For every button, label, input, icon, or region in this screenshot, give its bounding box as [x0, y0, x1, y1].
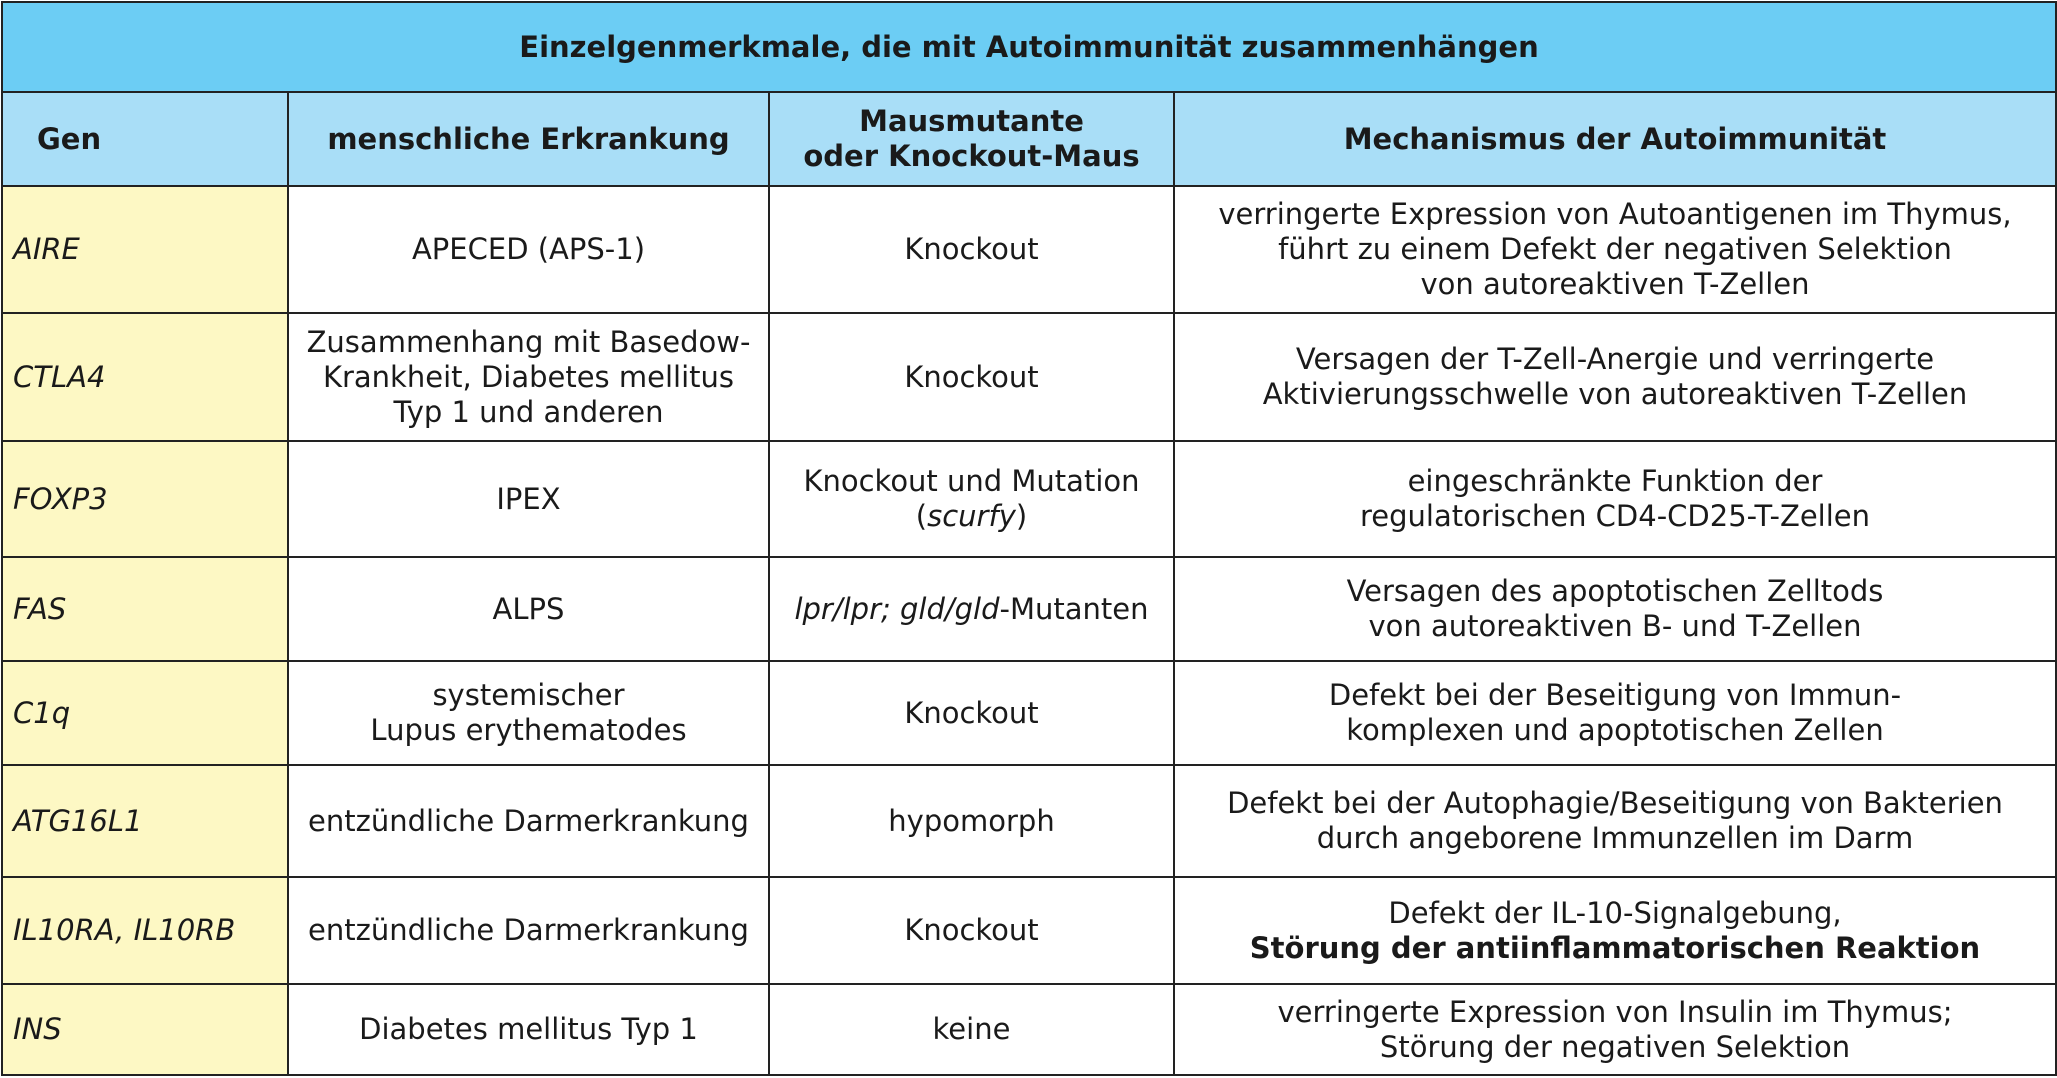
gene-cell: AIRE	[2, 186, 288, 313]
mouse-italic: lpr/lpr; gld/gld	[794, 591, 1000, 626]
table-header-row	[2, 92, 2056, 186]
disease-cell	[288, 313, 769, 441]
mouse-cell: Knockout	[769, 313, 1174, 441]
table-row	[2, 984, 2056, 1075]
table-row	[2, 313, 2056, 441]
mechanism-cell	[1174, 557, 2056, 661]
gene-cell: FAS	[2, 557, 288, 661]
disease-line: ALPS	[492, 591, 565, 626]
mouse-line	[780, 499, 1163, 534]
table-row	[2, 877, 2056, 984]
gene-cell: INS	[2, 984, 288, 1075]
disease-cell	[288, 765, 769, 877]
table-title: Einzelgenmerkmale, die mit Autoimmunität zusammenhängen	[2, 2, 2056, 92]
mechanism-line: Defekt bei der Autophagie/Beseitigung von Bakterien	[1227, 786, 2003, 820]
mechanism-line: Versagen der T-Zell-Anergie und verringerte	[1295, 342, 1935, 376]
disease-line: Typ 1 und anderen	[393, 394, 664, 429]
mechanism-line: durch angeborene Immunzellen im Darm	[1316, 821, 1914, 855]
mechanism-line: verringerte Expression von Autoantigenen im Thymus,	[1218, 197, 2012, 231]
header-mouse	[769, 92, 1174, 186]
table-row	[2, 661, 2056, 765]
mechanism-cell	[1174, 877, 2056, 984]
mechanism-line: Defekt der IL-10-Signalgebung,	[1388, 895, 1842, 930]
mouse-italic: scurfy	[927, 499, 1016, 533]
mechanism-line: verringerte Expression von Insulin im Thymus;	[1277, 994, 1953, 1029]
mechanism-line: führt zu einem Defekt der negativen Selektion	[1278, 232, 1952, 266]
table-row	[2, 186, 2056, 313]
paren-close: )	[1015, 499, 1028, 533]
mouse-line: Knockout und Mutation	[803, 464, 1140, 498]
mechanism-cell	[1174, 984, 2056, 1075]
disease-line: systemischer	[432, 678, 625, 712]
table-row	[2, 557, 2056, 661]
table-row	[2, 765, 2056, 877]
table-title-row	[2, 2, 2056, 92]
disease-line: APECED (APS-1)	[411, 232, 646, 266]
mechanism-line: Versagen des apoptotischen Zelltods	[1346, 574, 1884, 608]
gene-cell: CTLA4	[2, 313, 288, 441]
gene-cell: ATG16L1	[2, 765, 288, 877]
disease-cell	[288, 984, 769, 1075]
disease-line: IPEX	[496, 481, 561, 516]
disease-cell	[288, 186, 769, 313]
disease-line: entzündliche Darmerkrankung	[308, 803, 749, 838]
mouse-cell: keine	[769, 984, 1174, 1075]
disease-cell	[288, 557, 769, 661]
paren-open: (	[915, 499, 928, 533]
mouse-cell: Knockout	[769, 661, 1174, 765]
header-mouse-line-1: Mausmutante	[859, 104, 1084, 138]
gene-cell: IL10RA, IL10RB	[2, 877, 288, 984]
mechanism-cell	[1174, 661, 2056, 765]
gene-cell: FOXP3	[2, 441, 288, 557]
disease-cell	[288, 441, 769, 557]
mechanism-cell	[1174, 186, 2056, 313]
disease-cell	[288, 877, 769, 984]
mechanism-line: von autoreaktiven B- und T-Zellen	[1368, 609, 1862, 643]
mechanism-line: komplexen und apoptotischen Zellen	[1346, 713, 1884, 747]
disease-line: Diabetes mellitus Typ 1	[359, 1012, 698, 1046]
mechanism-cell	[1174, 765, 2056, 877]
mechanism-cell	[1174, 313, 2056, 441]
mechanism-line: Störung der negativen Selektion	[1379, 1029, 1851, 1064]
header-disease: menschliche Erkrankung	[288, 92, 769, 186]
mouse-cell: hypomorph	[769, 765, 1174, 877]
disease-line: Lupus erythematodes	[370, 713, 687, 747]
mouse-cell	[769, 557, 1174, 661]
mechanism-line: regulatorischen CD4-CD25-T-Zellen	[1359, 499, 1871, 533]
header-gen: Gen	[2, 92, 288, 186]
mouse-cell: Knockout	[769, 186, 1174, 313]
header-mouse-line-2: oder Knockout-Maus	[803, 139, 1140, 173]
disease-line: entzündliche Darmerkrankung	[308, 913, 749, 947]
mechanism-cell	[1174, 441, 2056, 557]
header-mechanism: Mechanismus der Autoimmunität	[1174, 92, 2056, 186]
mechanism-line: Aktivierungsschwelle von autoreaktiven T-Zellen	[1262, 377, 1968, 411]
mouse-cell: Knockout	[769, 877, 1174, 984]
mechanism-line: von autoreaktiven T-Zellen	[1420, 267, 1810, 301]
disease-line: Krankheit, Diabetes mellitus	[322, 359, 735, 394]
mouse-cell	[769, 441, 1174, 557]
mechanism-line: Defekt bei der Beseitigung von Immun-	[1328, 678, 1902, 712]
disease-line: Zusammenhang mit Basedow-	[306, 324, 751, 359]
gene-cell: C1q	[2, 661, 288, 765]
mechanism-line: eingeschränkte Funktion der	[1407, 464, 1823, 498]
table-row	[2, 441, 2056, 557]
disease-cell	[288, 661, 769, 765]
autoimmunity-gene-table	[1, 1, 2057, 1076]
mechanism-line: Störung der antiinflammatorischen Reaktion	[1249, 930, 1981, 965]
mouse-rest: -Mutanten	[999, 591, 1149, 626]
